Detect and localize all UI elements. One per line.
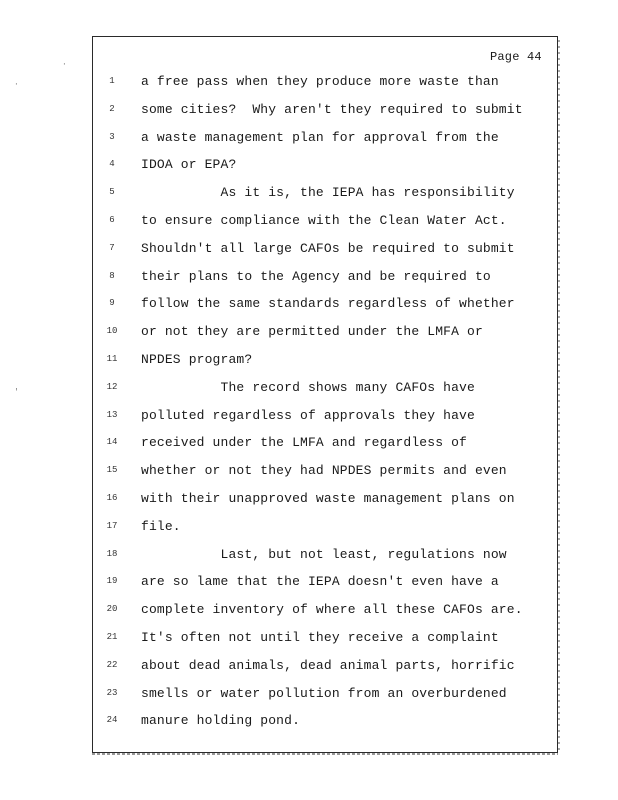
page-bottom-edge (92, 753, 558, 755)
transcript-line: smells or water pollution from an overburdened (141, 685, 507, 701)
transcript-line: about dead animals, dead animal parts, horrific (141, 657, 515, 673)
transcript-line: a waste management plan for approval from the (141, 129, 499, 145)
line-number: 20 (106, 604, 118, 615)
line-number: 5 (109, 187, 115, 198)
page-right-edge (558, 40, 560, 753)
line-number: 3 (109, 131, 115, 142)
line-number: 6 (109, 214, 115, 225)
page-number: Page 44 (490, 50, 542, 64)
line-number: 14 (106, 437, 118, 448)
transcript-line: file. (141, 518, 181, 534)
transcript-line: to ensure compliance with the Clean Water Act. (141, 212, 507, 228)
line-number: 19 (106, 576, 118, 587)
line-number: 23 (106, 687, 118, 698)
line-number: 17 (106, 520, 118, 531)
line-number: 16 (106, 492, 118, 503)
transcript-line: whether or not they had NPDES permits and even (141, 463, 507, 479)
transcript-line: a free pass when they produce more waste than (141, 74, 499, 89)
margin-speck: · (62, 60, 67, 69)
line-number: 21 (106, 631, 118, 642)
transcript-line: some cities? Why aren't they required to submit (141, 101, 523, 117)
line-number: 7 (109, 242, 115, 253)
transcript-line: polluted regardless of approvals they have (141, 407, 475, 423)
transcript-line: NPDES program? (141, 351, 253, 367)
line-number: 24 (106, 715, 118, 726)
transcript-body (141, 68, 546, 735)
transcript-line: complete inventory of where all these CAFOs are. (141, 602, 523, 618)
transcript-line: manure holding pond. (141, 713, 301, 729)
line-number: 18 (106, 548, 118, 559)
margin-speck: ' (14, 388, 19, 397)
line-number: 2 (109, 103, 115, 114)
line-number: 15 (106, 465, 118, 476)
transcript-line: follow the same standards regardless of whether (141, 296, 515, 312)
transcript-line: As it is, the IEPA has responsibility (141, 185, 515, 201)
line-number: 11 (106, 353, 118, 364)
line-number: 13 (106, 409, 118, 420)
line-number-column (100, 68, 124, 735)
transcript-line: IDOA or EPA? (141, 157, 237, 173)
transcript-line: received under the LMFA and regardless of (141, 435, 468, 451)
line-number: 12 (106, 381, 118, 392)
line-number: 9 (109, 298, 115, 309)
transcript-line: Shouldn't all large CAFOs be required to submit (141, 240, 515, 256)
line-number: 8 (109, 270, 115, 281)
transcript-line: or not they are permitted under the LMFA or (141, 324, 483, 340)
line-number: 4 (109, 159, 115, 170)
transcript-line: Last, but not least, regulations now (141, 546, 507, 562)
transcript-line: their plans to the Agency and be required to (141, 268, 491, 284)
line-number: 1 (109, 76, 115, 86)
transcript-line: are so lame that the IEPA doesn't even have a (141, 574, 499, 590)
margin-speck: · (14, 80, 19, 89)
transcript-line: The record shows many CAFOs have (141, 379, 475, 395)
transcript-line: It's often not until they receive a complaint (141, 629, 499, 645)
transcript-line: with their unapproved waste management plans on (141, 490, 515, 506)
line-number: 10 (106, 326, 118, 337)
line-number: 22 (106, 659, 118, 670)
